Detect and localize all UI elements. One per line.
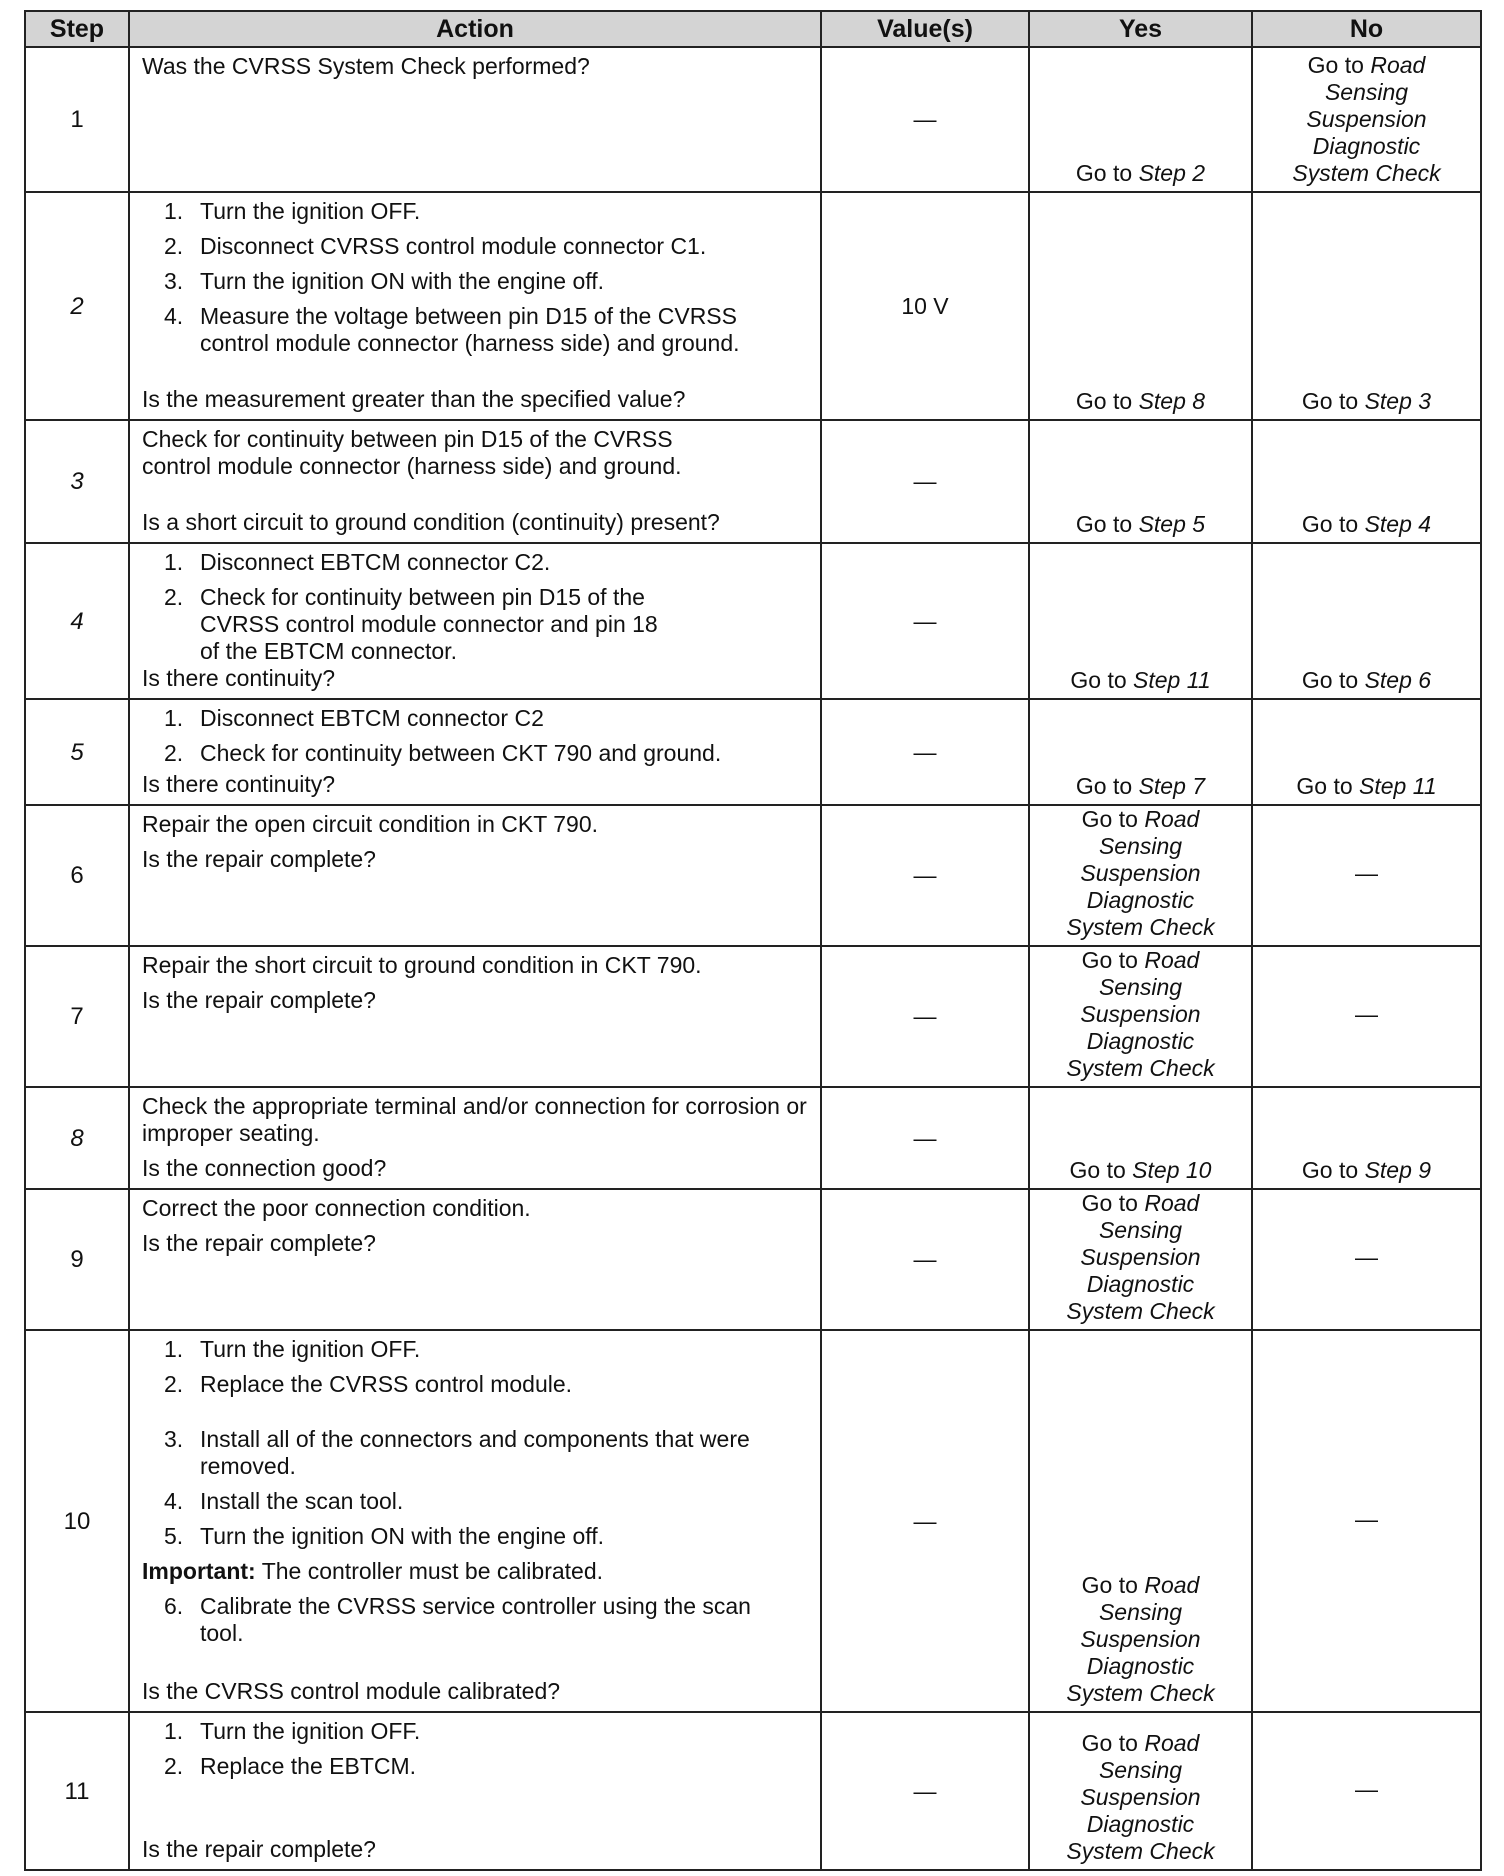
step-number: 2 (25, 192, 129, 420)
list-item: 3. Turn the ignition ON with the engine off. (164, 268, 605, 294)
list-item: 6. Calibrate the CVRSS service controller using the scan tool. (164, 1593, 751, 1646)
list-item: 1. Turn the ignition OFF. (164, 1336, 421, 1362)
yes-cell: Go to Step 10 (1029, 1087, 1252, 1189)
value-cell: — (821, 47, 1029, 192)
list-item: 2. Check for continuity between pin D15 of the CVRSS control module connector and pin 18 of the EBTCM connector. (164, 584, 658, 664)
list-item: 2. Disconnect CVRSS control module connector C1. (164, 233, 707, 259)
action-cell (129, 192, 821, 420)
goto-line: Diagnostic (1312, 133, 1421, 159)
value-cell: — (821, 1330, 1029, 1712)
table-row (25, 1189, 1481, 1330)
no-cell: Go to Step 4 (1252, 420, 1481, 543)
list-item: 4. Measure the voltage between pin D15 of the CVRSS control module connector (harness side) and ground. (164, 303, 740, 356)
table-row (25, 47, 1481, 192)
goto-line: Suspension (1306, 106, 1427, 132)
no-cell: Go to Step 9 (1252, 1087, 1481, 1189)
yes-cell: Go to Step 7 (1029, 699, 1252, 805)
yes-cell: Go to Road Sensing Suspension Diagnostic System Check (1029, 946, 1252, 1087)
goto-line: System Check (1292, 160, 1441, 186)
diagnostic-table (24, 10, 1482, 1871)
goto-line: Go to Road (1081, 1572, 1200, 1598)
action-question: Is the repair complete? (142, 1836, 376, 1862)
value-cell: — (821, 946, 1029, 1087)
action-question: Is the repair complete? (142, 1230, 376, 1256)
action-steps (142, 198, 810, 357)
table-row (25, 699, 1481, 805)
step-number: 5 (25, 699, 129, 805)
action-cell (129, 1330, 821, 1712)
table-row (25, 946, 1481, 1087)
action-cell (129, 946, 821, 1087)
action-question: Is the measurement greater than the specified value? (142, 386, 686, 412)
list-item: 2. Replace the CVRSS control module. (164, 1371, 573, 1397)
table-row (25, 192, 1481, 420)
step-number: 4 (25, 543, 129, 699)
no-cell (1252, 47, 1481, 192)
action-steps (142, 1718, 810, 1788)
step-number: 9 (25, 1189, 129, 1330)
action-text: Was the CVRSS System Check performed? (142, 53, 590, 79)
list-item: 2. Check for continuity between CKT 790 and ground. (164, 740, 722, 766)
goto-line: Go to Road (1307, 52, 1426, 78)
goto-line: Sensing (1324, 79, 1409, 105)
action-cell (129, 805, 821, 946)
goto-line: Go to Road (1081, 806, 1200, 832)
header-no: No (1252, 11, 1481, 47)
goto-prefix: Go to (1075, 160, 1133, 186)
value-cell: — (821, 543, 1029, 699)
yes-cell: Go to Road Sensing Suspension Diagnostic System Check (1029, 1712, 1252, 1870)
header-step: Step (25, 11, 129, 47)
list-item: 1. Turn the ignition OFF. (164, 1718, 421, 1744)
no-cell: Go to Step 11 (1252, 699, 1481, 805)
action-steps (142, 549, 810, 665)
goto-target: Step 2 (1138, 160, 1206, 186)
no-cell: — (1252, 946, 1481, 1087)
action-text: Repair the open circuit condition in CKT 790. (142, 811, 599, 837)
value-cell: — (821, 1712, 1029, 1870)
table-row (25, 543, 1481, 699)
header-values: Value(s) (821, 11, 1029, 47)
table-row (25, 1712, 1481, 1870)
action-question: Is the connection good? (142, 1155, 387, 1181)
list-item: 5. Turn the ignition ON with the engine off. (164, 1523, 605, 1549)
action-question: Is the repair complete? (142, 846, 376, 872)
value-cell: — (821, 420, 1029, 543)
no-cell: — (1252, 1189, 1481, 1330)
action-steps (142, 1336, 810, 1398)
list-item: 1. Disconnect EBTCM connector C2 (164, 705, 544, 731)
step-number: 10 (25, 1330, 129, 1712)
action-cell (129, 1712, 821, 1870)
table-row (25, 1087, 1481, 1189)
action-text: Repair the short circuit to ground condition in CKT 790. (142, 952, 702, 978)
action-text: Correct the poor connection condition. (142, 1195, 531, 1221)
no-cell: — (1252, 1330, 1481, 1712)
no-cell: — (1252, 1712, 1481, 1870)
list-item: 4. Install the scan tool. (164, 1488, 404, 1514)
step-number: 8 (25, 1087, 129, 1189)
yes-cell: Go to Road Sensing Suspension Diagnostic System Check (1029, 805, 1252, 946)
value-cell: — (821, 699, 1029, 805)
action-question: Is the CVRSS control module calibrated? (142, 1678, 561, 1704)
action-steps (142, 1593, 810, 1647)
header-row (25, 11, 1481, 47)
value-cell: — (821, 1087, 1029, 1189)
no-cell: Go to Step 6 (1252, 543, 1481, 699)
header-action: Action (129, 11, 821, 47)
table-row (25, 1330, 1481, 1712)
action-text: Check the appropriate terminal and/or connection for corrosion or improper seating. (142, 1093, 807, 1146)
value-cell: 10 V (821, 192, 1029, 420)
action-text: Check for continuity between pin D15 of the CVRSS control module connector (harness side) and ground. (142, 426, 682, 479)
step-number: 6 (25, 805, 129, 946)
goto-line: Go to Road (1081, 947, 1200, 973)
value-cell: — (821, 1189, 1029, 1330)
action-cell (129, 47, 821, 192)
list-item: 1. Disconnect EBTCM connector C2. (164, 549, 551, 575)
goto-line: Go to Road (1081, 1730, 1200, 1756)
action-cell (129, 699, 821, 805)
yes-cell: Go to Road Sensing Suspension Diagnostic System Check (1029, 1189, 1252, 1330)
header-yes: Yes (1029, 11, 1252, 47)
list-item: 2. Replace the EBTCM. (164, 1753, 417, 1779)
action-steps (142, 1426, 810, 1550)
important-note: Important: The controller must be calibrated. (142, 1558, 604, 1584)
action-question: Is there continuity? (142, 665, 336, 691)
table-row (25, 805, 1481, 946)
list-item: 1. Turn the ignition OFF. (164, 198, 421, 224)
yes-cell: Go to Step 11 (1029, 543, 1252, 699)
yes-cell: Go to Step 8 (1029, 192, 1252, 420)
step-number: 1 (25, 47, 129, 192)
action-cell (129, 1189, 821, 1330)
action-question: Is the repair complete? (142, 987, 376, 1013)
goto-line: Go to Road (1081, 1190, 1200, 1216)
list-item: 3. Install all of the connectors and components that were removed. (164, 1426, 750, 1479)
yes-cell: Go to Step 5 (1029, 420, 1252, 543)
action-question: Is a short circuit to ground condition (continuity) present? (142, 509, 720, 535)
action-cell (129, 543, 821, 699)
yes-cell: Go to Road Sensing Suspension Diagnostic System Check (1029, 1330, 1252, 1712)
action-question: Is there continuity? (142, 771, 336, 797)
yes-cell (1029, 47, 1252, 192)
value-cell: — (821, 805, 1029, 946)
action-steps (142, 705, 810, 767)
step-number: 11 (25, 1712, 129, 1870)
step-number: 7 (25, 946, 129, 1087)
step-number: 3 (25, 420, 129, 543)
action-cell (129, 1087, 821, 1189)
table-row (25, 420, 1481, 543)
no-cell: — (1252, 805, 1481, 946)
no-cell: Go to Step 3 (1252, 192, 1481, 420)
action-cell (129, 420, 821, 543)
